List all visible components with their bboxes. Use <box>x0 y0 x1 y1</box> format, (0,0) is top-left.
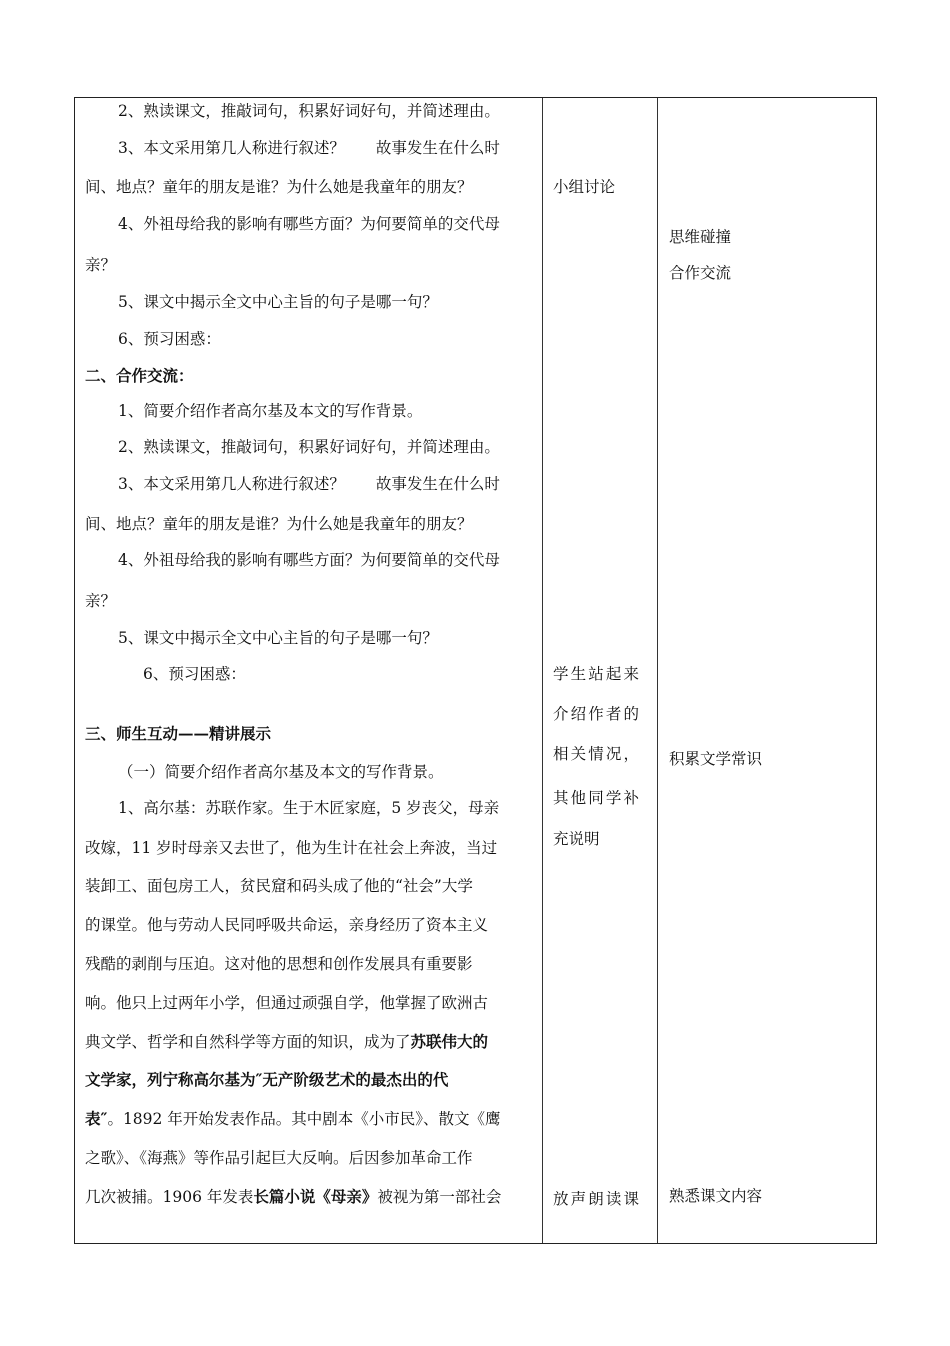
character: 生 <box>570 665 587 683</box>
paragraph-line <box>85 1032 488 1052</box>
paragraph-line: 响。他只上过两年小学，但通过顽强自学，他掌握了欧洲古 <box>85 994 489 1012</box>
paragraph-line <box>85 1187 501 1207</box>
character: 情 <box>588 745 604 763</box>
design-intent-note: 积累文学常识 <box>669 750 763 768</box>
paragraph-line: 的课堂。他与劳动人民同呼吸共命运，亲身经历了资本主义 <box>85 916 489 934</box>
character: 作 <box>588 705 604 723</box>
design-intent-note: 思维碰撞 <box>669 228 732 246</box>
activity-note <box>553 664 639 684</box>
character: 课 <box>623 1190 639 1208</box>
question-line: 5、课文中揭示全文中心主旨的句子是哪一句？ <box>118 293 438 311</box>
question-line: 1、简要介绍作者高尔基及本文的写作背景。 <box>118 402 423 420</box>
text-run: 几次被捕。1906 年发表 <box>85 1188 254 1206</box>
character: 关 <box>570 745 587 763</box>
section-heading: 二、合作交流： <box>85 366 194 385</box>
justified-line <box>553 664 639 684</box>
paragraph-line: 改嫁，11 岁时母亲又去世了，他为生计在社会上奔波，当过 <box>85 839 498 857</box>
character: 站 <box>588 665 604 683</box>
character: 者 <box>605 705 622 723</box>
justified-line <box>553 704 639 724</box>
paragraph-line: 装卸工、面包房工人，贫民窟和码头成了他的“社会”大学 <box>85 877 473 895</box>
character: 相 <box>553 745 569 763</box>
question-line: 间、地点？童年的朋友是谁？为什么她是我童年的朋友？ <box>85 178 473 196</box>
activity-note <box>553 704 639 724</box>
character: 声 <box>570 1190 587 1208</box>
character: 补 <box>623 789 639 807</box>
character: 其 <box>553 789 569 807</box>
paragraph-line: 之歌》、《海燕》等作品引起巨大反响。后因参加革命工作 <box>85 1149 473 1167</box>
text-run: 典文学、哲学和自然科学等方面的知识，成为了 <box>85 1033 411 1051</box>
character: 他 <box>570 789 587 807</box>
character: 朗 <box>588 1190 604 1208</box>
character: 学 <box>605 789 622 807</box>
justified-line <box>553 1189 639 1209</box>
bold-text-run: 长篇小说《母亲》 <box>253 1187 378 1206</box>
question-line: 亲？ <box>85 256 117 274</box>
activity-note: 小组讨论 <box>553 178 616 196</box>
activity-note: 充说明 <box>553 830 600 848</box>
activity-note <box>553 1189 639 1209</box>
character: 同 <box>588 789 604 807</box>
character: 的 <box>623 705 639 723</box>
question-line: 2、熟读课文，推敲词句，积累好词好句，并简述理由。 <box>118 102 500 120</box>
question-line: 3、本文采用第几人称进行叙述？ 故事发生在什么时 <box>118 139 500 157</box>
question-line: 亲？ <box>85 592 117 610</box>
design-intent-note: 合作交流 <box>669 264 732 282</box>
character: ， <box>623 745 639 763</box>
question-line: 间、地点？童年的朋友是谁？为什么她是我童年的朋友？ <box>85 515 473 533</box>
justified-line <box>553 788 639 808</box>
question-line: 3、本文采用第几人称进行叙述？ 故事发生在什么时 <box>118 475 500 493</box>
question-line: 6、预习困惑： <box>143 665 246 683</box>
character: 放 <box>553 1190 569 1208</box>
bold-text-run: 表″ <box>85 1109 108 1128</box>
design-intent-note: 熟悉课文内容 <box>669 1187 763 1205</box>
subsection-heading: （一）简要介绍作者高尔基及本文的写作背景。 <box>118 763 444 781</box>
character: 起 <box>605 665 622 683</box>
question-line: 2、熟读课文，推敲词句，积累好词好句，并简述理由。 <box>118 438 500 456</box>
text-run: 被视为第一部社会 <box>377 1188 502 1206</box>
question-line: 4、外祖母给我的影响有哪些方面？为何要简单的交代母 <box>118 551 500 569</box>
column-divider <box>542 98 543 1243</box>
justified-line <box>553 744 639 764</box>
column-divider <box>657 98 658 1243</box>
character: 况 <box>605 745 622 763</box>
character: 介 <box>553 705 569 723</box>
question-line: 4、外祖母给我的影响有哪些方面？为何要简单的交代母 <box>118 215 500 233</box>
character: 读 <box>605 1190 622 1208</box>
section-heading: 三、师生互动——精讲展示 <box>85 724 272 743</box>
activity-note <box>553 788 639 808</box>
question-line: 5、课文中揭示全文中心主旨的句子是哪一句？ <box>118 629 438 647</box>
paragraph-line: 1、高尔基：苏联作家。生于木匠家庭，5 岁丧父，母亲 <box>118 799 500 817</box>
character: 来 <box>623 665 639 683</box>
paragraph-line: 残酷的剥削与压迫。这对他的思想和创作发展具有重要影 <box>85 955 473 973</box>
character: 学 <box>553 665 569 683</box>
character: 绍 <box>570 705 587 723</box>
lesson-plan-table <box>74 97 877 1244</box>
bold-text-run: 苏联伟大的 <box>410 1032 489 1051</box>
paragraph-line <box>85 1109 501 1129</box>
question-line: 6、预习困惑： <box>118 330 221 348</box>
activity-note <box>553 744 639 764</box>
text-run: 。1892 年开始发表作品。其中剧本《小市民》、散文《鹰 <box>107 1110 501 1128</box>
paragraph-line: 文学家，列宁称高尔基为″无产阶级艺术的最杰出的代 <box>85 1070 449 1089</box>
